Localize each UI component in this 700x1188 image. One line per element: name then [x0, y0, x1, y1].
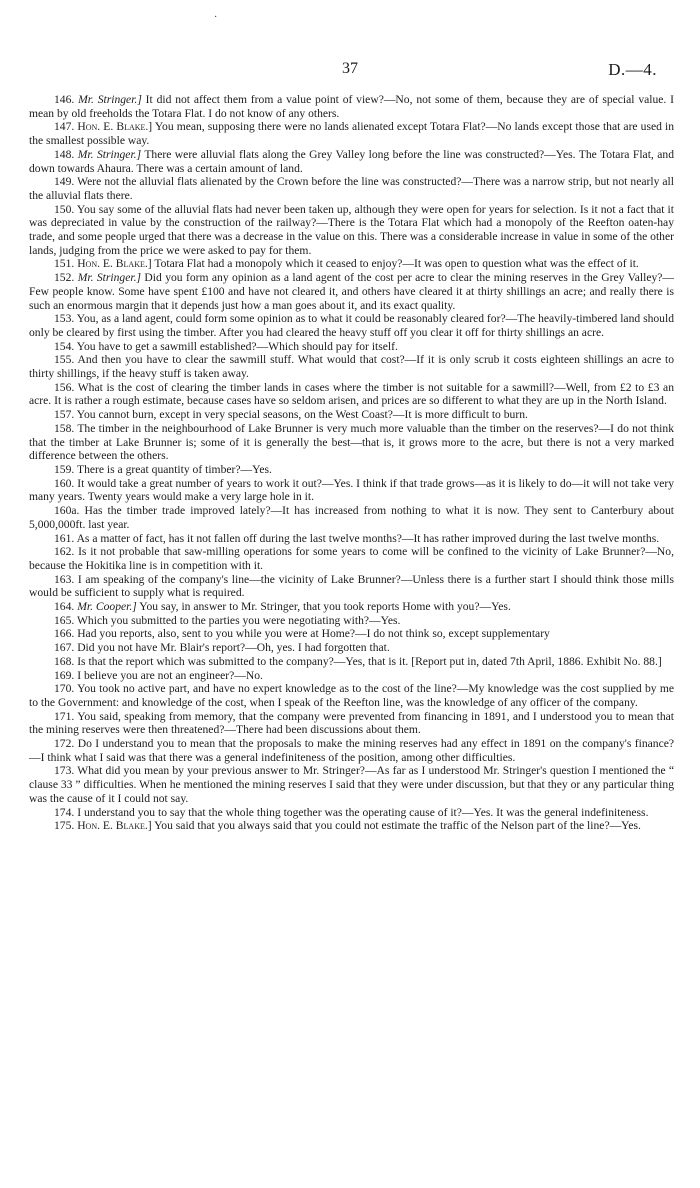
question-number: 158.	[54, 421, 78, 435]
testimony-text: You say, in answer to Mr. Stringer, that you took reports Home with you?—Yes.	[139, 600, 511, 614]
question-number: 160.	[54, 476, 78, 490]
question-number: 163.	[54, 572, 78, 586]
testimony-text: You mean, supposing there were no lands alienated except Totara Flat?—No lands except those that are used in the smallest possible way.	[29, 120, 674, 148]
testimony-text: You said, speaking from memory, that the company were prevented from financing in 1891, and I understood you to mean that the mining reserves were then threatened?—There had been discussions about them.	[29, 709, 674, 737]
testimony-paragraph	[29, 148, 674, 175]
testimony-text: Did you not have Mr. Blair's report?—Oh, yes. I had forgotten that.	[77, 641, 390, 655]
question-number: 146.	[54, 93, 79, 106]
question-number: 165.	[54, 613, 77, 627]
testimony-paragraph	[29, 422, 674, 463]
testimony-text: Which you submitted to the parties you were negotiating with?—Yes.	[76, 613, 401, 627]
question-number: 172.	[54, 737, 78, 751]
testimony-paragraph	[29, 627, 674, 641]
question-number: 168.	[54, 654, 78, 668]
testimony-text: You say some of the alluvial flats had never been taken up, although they were open for years for selection. Is it not a fact that it was depreciated in value by the construction of the railway?—There is the Totara Flat which had a monopoly of the Reefton oaten-hay trade, and some people urged that there was a decrease in the value on this. There was a considerable increase in value in some of the other lands, judging from the price we were asked to pay for them.	[29, 202, 674, 257]
testimony-text: As a matter of fact, has it not fallen off during the last twelve months?—It has rather improved during the last twelve months.	[76, 531, 660, 545]
testimony-paragraph	[29, 271, 674, 312]
document-reference: D.—4.	[608, 60, 657, 79]
testimony-body	[29, 93, 674, 833]
testimony-paragraph	[29, 340, 674, 354]
question-number: 171.	[54, 709, 78, 723]
testimony-paragraph	[29, 257, 674, 271]
testimony-paragraph	[29, 669, 674, 683]
testimony-paragraph	[29, 408, 674, 422]
testimony-text: There is a great quantity of timber?—Yes.	[76, 462, 272, 476]
testimony-text: There were alluvial flats along the Grey Valley long before the line was constructed?—Yes. The Totara Flat, and down towards Ahaura. There was a certain amount of land.	[29, 147, 674, 175]
testimony-paragraph	[29, 819, 674, 833]
question-number: 169.	[54, 668, 78, 682]
testimony-text: You, as a land agent, could form some opinion as to what it could be reasonably cleared for?—The heavily-timbered land should only be cleared by first using the timber. After you had cleared the heavy stuff off you clear it off for thirty shillings an acre.	[29, 312, 675, 339]
question-number: 153.	[54, 312, 77, 326]
testimony-text: It would take a great number of years to work it out?—Yes. I think if that trade grows—as it is likely to do—it will not take very many years. Twenty years would make a very large hole in it.	[29, 476, 674, 504]
testimony-paragraph	[29, 203, 674, 258]
speaker-name: Hon. E. Blake.]	[77, 120, 153, 134]
question-number: 151.	[54, 257, 78, 271]
question-number: 175.	[54, 819, 78, 833]
testimony-text: And then you have to clear the sawmill stuff. What would that cost?—If it is only scrub it costs eighteen shillings an acre to thirty shillings, if the heavy stuff is taken away.	[29, 353, 674, 381]
testimony-paragraph	[29, 463, 674, 477]
testimony-text: What is the cost of clearing the timber lands in cases where the timber is not suitable for a sawmill?—Well, from £2 to £3 an acre. It is rather a rough estimate, because cases have so seldom arisen, and prices are so different to what they are up in the North Island.	[29, 380, 674, 408]
testimony-text: It did not affect them from a value point of view?—No, not some of them, because they are of special value. I mean by old freeholds the Totara Flat. I do not know of any others.	[29, 93, 675, 120]
testimony-text: You cannot burn, except in very special seasons, on the West Coast?—It is more difficult to burn.	[76, 408, 528, 422]
testimony-text: Totara Flat had a monopoly which it ceased to enjoy?—It was open to question what was the effect of it.	[154, 257, 639, 271]
question-number: 170.	[54, 682, 78, 696]
testimony-text: The timber in the neighbourhood of Lake Brunner is very much more valuable than the timber on the reserves?—I do not think that the timber at Lake Brunner is; some of it is generally the best—that is, it grows more to the acre, but there is not a very marked difference between the others.	[29, 421, 674, 463]
testimony-text: You have to get a sawmill established?—Which should pay for itself.	[76, 339, 398, 353]
testimony-paragraph	[29, 655, 674, 669]
question-number: 147.	[54, 120, 78, 134]
question-number: 157.	[54, 408, 77, 422]
testimony-text: Do I understand you to mean that the proposals to make the mining reserves had any effect in 1891 on the company's finance?—I think what I said was that there was a general indefiniteness of the position, among other difficulties.	[29, 737, 675, 764]
testimony-paragraph	[29, 764, 674, 805]
page-header	[0, 60, 700, 80]
testimony-text: Is it not probable that saw-milling operations for some years to come will be confined to the vicinity of Lake Brunner?—No, because the Hokitika line is in competition with it.	[29, 545, 675, 572]
testimony-paragraph	[29, 312, 674, 339]
testimony-paragraph	[29, 353, 674, 380]
testimony-text: You took no active part, and have no expert knowledge as to the cost of the line?—My knowledge was the cost supplied by me to the Government: and knowledge of the cost, when I speak of the Reefton line, was the knowledge of any officer of the company.	[29, 682, 674, 709]
testimony-text: I am speaking of the company's line—the vicinity of Lake Brunner?—Unless there is a further start I should think those mills would be sufficient to supply what is required.	[29, 572, 675, 600]
question-number: 164.	[54, 600, 78, 614]
question-number: 161.	[54, 531, 77, 545]
question-number: 152.	[54, 271, 78, 285]
question-number: 148.	[54, 147, 78, 161]
testimony-paragraph	[29, 806, 674, 820]
testimony-text: I believe you are not an engineer?—No.	[77, 668, 263, 682]
testimony-paragraph	[29, 737, 674, 764]
testimony-paragraph	[29, 573, 674, 600]
testimony-paragraph	[29, 600, 674, 614]
testimony-paragraph	[29, 710, 674, 737]
page-number: 37	[342, 60, 358, 77]
testimony-paragraph	[29, 614, 674, 628]
testimony-paragraph	[29, 120, 674, 147]
testimony-paragraph	[29, 532, 674, 546]
question-number: 162.	[54, 545, 79, 559]
speaker-name: Hon. E. Blake.]	[77, 819, 152, 833]
testimony-text: Has the timber trade improved lately?—It has increased from nothing to what it is now. They sent to Canterbury about 5,000,000ft. last year.	[29, 504, 674, 531]
testimony-paragraph	[29, 641, 674, 655]
testimony-paragraph	[29, 545, 674, 572]
speaker-name: Mr. Cooper.]	[77, 600, 137, 614]
speaker-name: Mr. Stringer.]	[77, 271, 141, 285]
testimony-paragraph	[29, 381, 674, 408]
testimony-paragraph	[29, 504, 674, 531]
question-number: 154.	[54, 339, 77, 353]
testimony-text: What did you mean by your previous answer to Mr. Stringer?—As far as I understood Mr. Stringer's question I mentioned the “ clause 33 ” difficulties. When he mentioned the mining reserves I said that they were under discussion, but that they or any particular thing was the cause of it I could not say.	[29, 764, 675, 805]
question-number: 166.	[54, 627, 78, 641]
testimony-text: I understand you to say that the whole thing together was the operating cause of it?—Yes. It was the general indefiniteness.	[77, 805, 649, 819]
testimony-paragraph	[29, 477, 674, 504]
question-number: 167.	[54, 641, 78, 655]
testimony-paragraph	[29, 682, 674, 709]
testimony-text: Is that the report which was submitted to the company?—Yes, that is it. [Report put in, dated 7th April, 1886. Exhibit No. 88.]	[77, 654, 662, 668]
question-number: 174.	[54, 805, 78, 819]
question-number: 149.	[54, 175, 78, 189]
question-number: 155.	[54, 353, 78, 367]
speck-mark: ·	[214, 12, 218, 23]
question-number: 156.	[54, 380, 78, 394]
question-number: 150.	[54, 202, 77, 216]
question-number: 173.	[54, 764, 78, 778]
speaker-name: Mr. Stringer.]	[78, 93, 142, 106]
testimony-paragraph	[29, 175, 674, 202]
question-number: 160a.	[54, 504, 85, 518]
testimony-text: Were not the alluvial flats alienated by the Crown before the line was constructed?—There was a narrow strip, but not nearly all the alluvial flats there.	[29, 175, 674, 202]
question-number: 159.	[54, 462, 77, 476]
testimony-text: Did you form any opinion as a land agent of the cost per acre to clear the mining reserves in the Grey Valley?—Few people know. Some have spent £100 and have not cleared it, and others have cleared it at thirty shillings an acre; and really there is such an enormous margin that it depends just how a man goes about it, and its exact quality.	[29, 271, 675, 312]
speaker-name: Mr. Stringer.]	[77, 147, 142, 161]
testimony-text: You said that you always said that you could not estimate the traffic of the Nelson part of the line?—Yes.	[154, 819, 641, 833]
speaker-name: Hon. E. Blake.]	[77, 257, 152, 271]
testimony-text: Had you reports, also, sent to you while you were at Home?—I do not think so, except supplementary	[77, 627, 550, 641]
testimony-paragraph	[29, 93, 674, 120]
